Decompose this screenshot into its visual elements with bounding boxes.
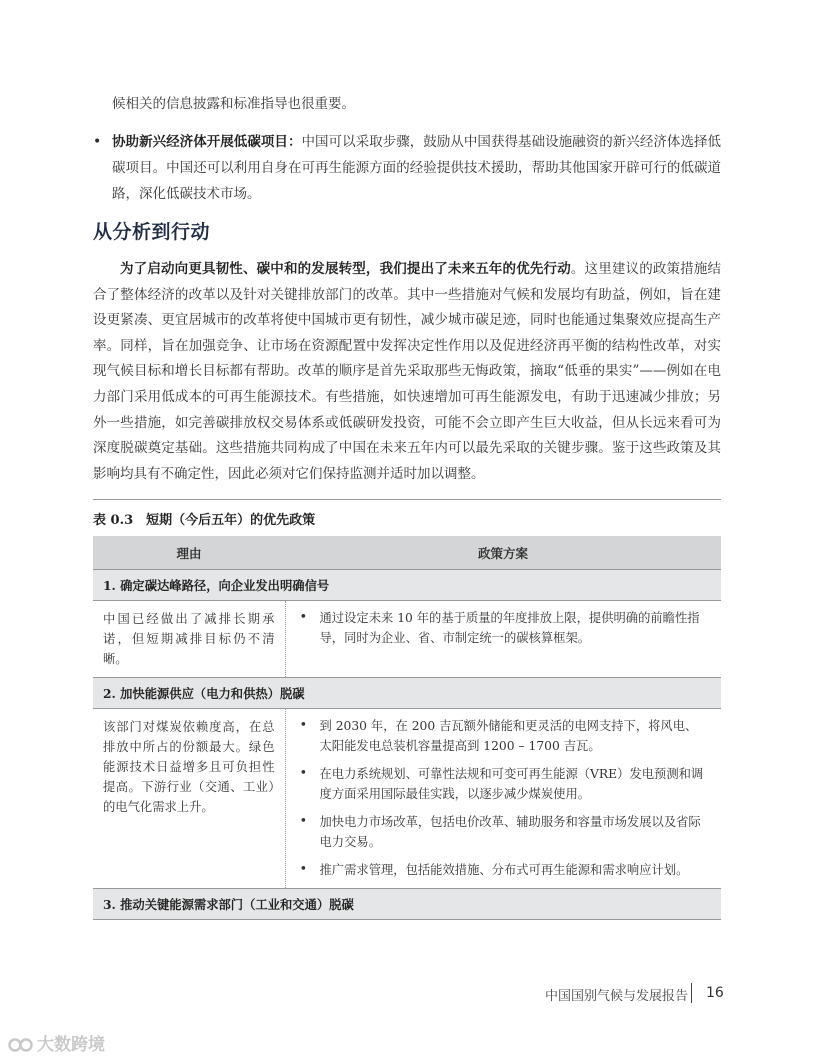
measure-item: • 在电力系统规划、可靠性法规和可变可再生能源（VRE）发电预测和调度方面采用国际最佳实践，以逐步减少煤炭使用。 (299, 766, 704, 801)
bullet-dot-icon: • (299, 610, 308, 625)
policy-table (93, 536, 721, 920)
section-row-2 (93, 678, 721, 709)
table-caption: 表 0.3 短期（今后五年）的优先政策 (93, 513, 316, 528)
measure-item: • 到 2030 年，在 200 吉瓦额外储能和更灵活的电网支持下，将风电、太阳能发电总装机容量提高到 1200 – 1700 吉瓦。 (299, 718, 698, 753)
paragraph-text: 。这里建议的政策措施结合了整体经济的改革以及针对关键排放部门的改革。其中一些措施对气候和发展均有助益，例如，旨在建设更紧凑、更宜居城市的改革将使中国城市更有韧性，减少城市碳足迹，同时也能通过集聚效应提高生产率。同样，旨在加强竞争、让市场在资源配置中发挥决定性作用以及促进经济再平衡的结构性改革，对实现气候目标和增长目标都有帮助。改革的顺序是首先采取那些无悔政策，摘取“低垂的果实”——例如在电力部门采用低成本的可再生能源技术。有些措施，如快速增加可再生能源发电，有助于迅速减少排放；另外一些措施，如完善碳排放权交易体系或低碳研发投资，可能不会立即产生巨大收益，但从长远来看可为深度脱碳奠定基础。这些措施共同构成了中国在未来五年内可以最先采取的关键步骤。鉴于这些政策及其影响均具有不确定性，因此必须对它们保持监测并适时加以调整。 (93, 261, 722, 482)
section-row-1 (93, 570, 721, 601)
section-title-3: 3. 推动关键能源需求部门（工业和交通）脱碳 (93, 889, 721, 920)
table-row (93, 709, 721, 889)
continuation-text: 候相关的信息披露和标准指导也很重要。 (112, 96, 355, 112)
measure-item: • 加快电力市场改革，包括电价改革、辅助服务和容量市场发展以及省际电力交易。 (299, 814, 701, 849)
section-title-1: 1. 确定碳达峰路径，向企业发出明确信号 (93, 570, 721, 601)
page-number: 16 (706, 985, 724, 1001)
bullet-dot-icon: • (299, 766, 308, 781)
watermark-logo-icon (8, 1036, 34, 1054)
bullet-dot-icon: • (299, 862, 308, 877)
reason-cell-2: 该部门对煤炭依赖度高，在总排放中所占的份额最大。绿色能源技术日益增多且可负担性提高。下游行业（交通、工业）的电气化需求上升。 (93, 709, 285, 889)
col-header-reason: 理由 (93, 536, 285, 570)
bullet-dot-icon: • (93, 134, 102, 150)
section-title-2: 2. 加快能源供应（电力和供热）脱碳 (93, 678, 721, 709)
paragraph-bold-lead: 为了启动向更具韧性、碳中和的发展转型，我们提出了未来五年的优先行动 (120, 261, 571, 277)
section-heading: 从分析到行动 (93, 221, 211, 243)
table-header-row (93, 536, 721, 570)
footer-report-title: 中国国别气候与发展报告 (544, 989, 688, 1004)
bullet-text: 中国可以采取步骤，鼓励从中国获得基础设施融资的新兴经济体选择低碳项目。中国还可以利用自身在可再生能源方面的经验提供技术援助，帮助其他国家开辟可行的低碳道路，深化低碳技术市场。 (112, 134, 722, 202)
bullet-heading: 协助新兴经济体开展低碳项目： (112, 134, 302, 150)
watermark-text: 大数跨境 (37, 1035, 105, 1055)
table-top-rule (93, 499, 721, 500)
measure-item: • 推广需求管理，包括能效措施、分布式可再生能源和需求响应计划。 (300, 860, 710, 880)
measures-cell-2 (285, 709, 721, 889)
reason-cell-1: 中国已经做出了减排长期承诺，但短期减排目标仍不清晰。 (93, 601, 285, 678)
table-row (93, 601, 721, 678)
section-row-3 (93, 889, 721, 920)
bullet-dot-icon: • (299, 814, 308, 829)
footer-divider (691, 983, 692, 1003)
watermark (8, 1030, 105, 1055)
measure-item: • 通过设定未来 10 年的基于质量的年度排放上限，提供明确的前瞻性指导，同时为企业、省、市制定统一的碳核算框架。 (299, 610, 700, 645)
measures-cell-1 (285, 601, 721, 678)
body-paragraph (93, 257, 721, 487)
bullet-dot-icon: • (299, 718, 308, 733)
bullet-item (93, 129, 721, 207)
col-header-policy: 政策方案 (285, 536, 721, 570)
